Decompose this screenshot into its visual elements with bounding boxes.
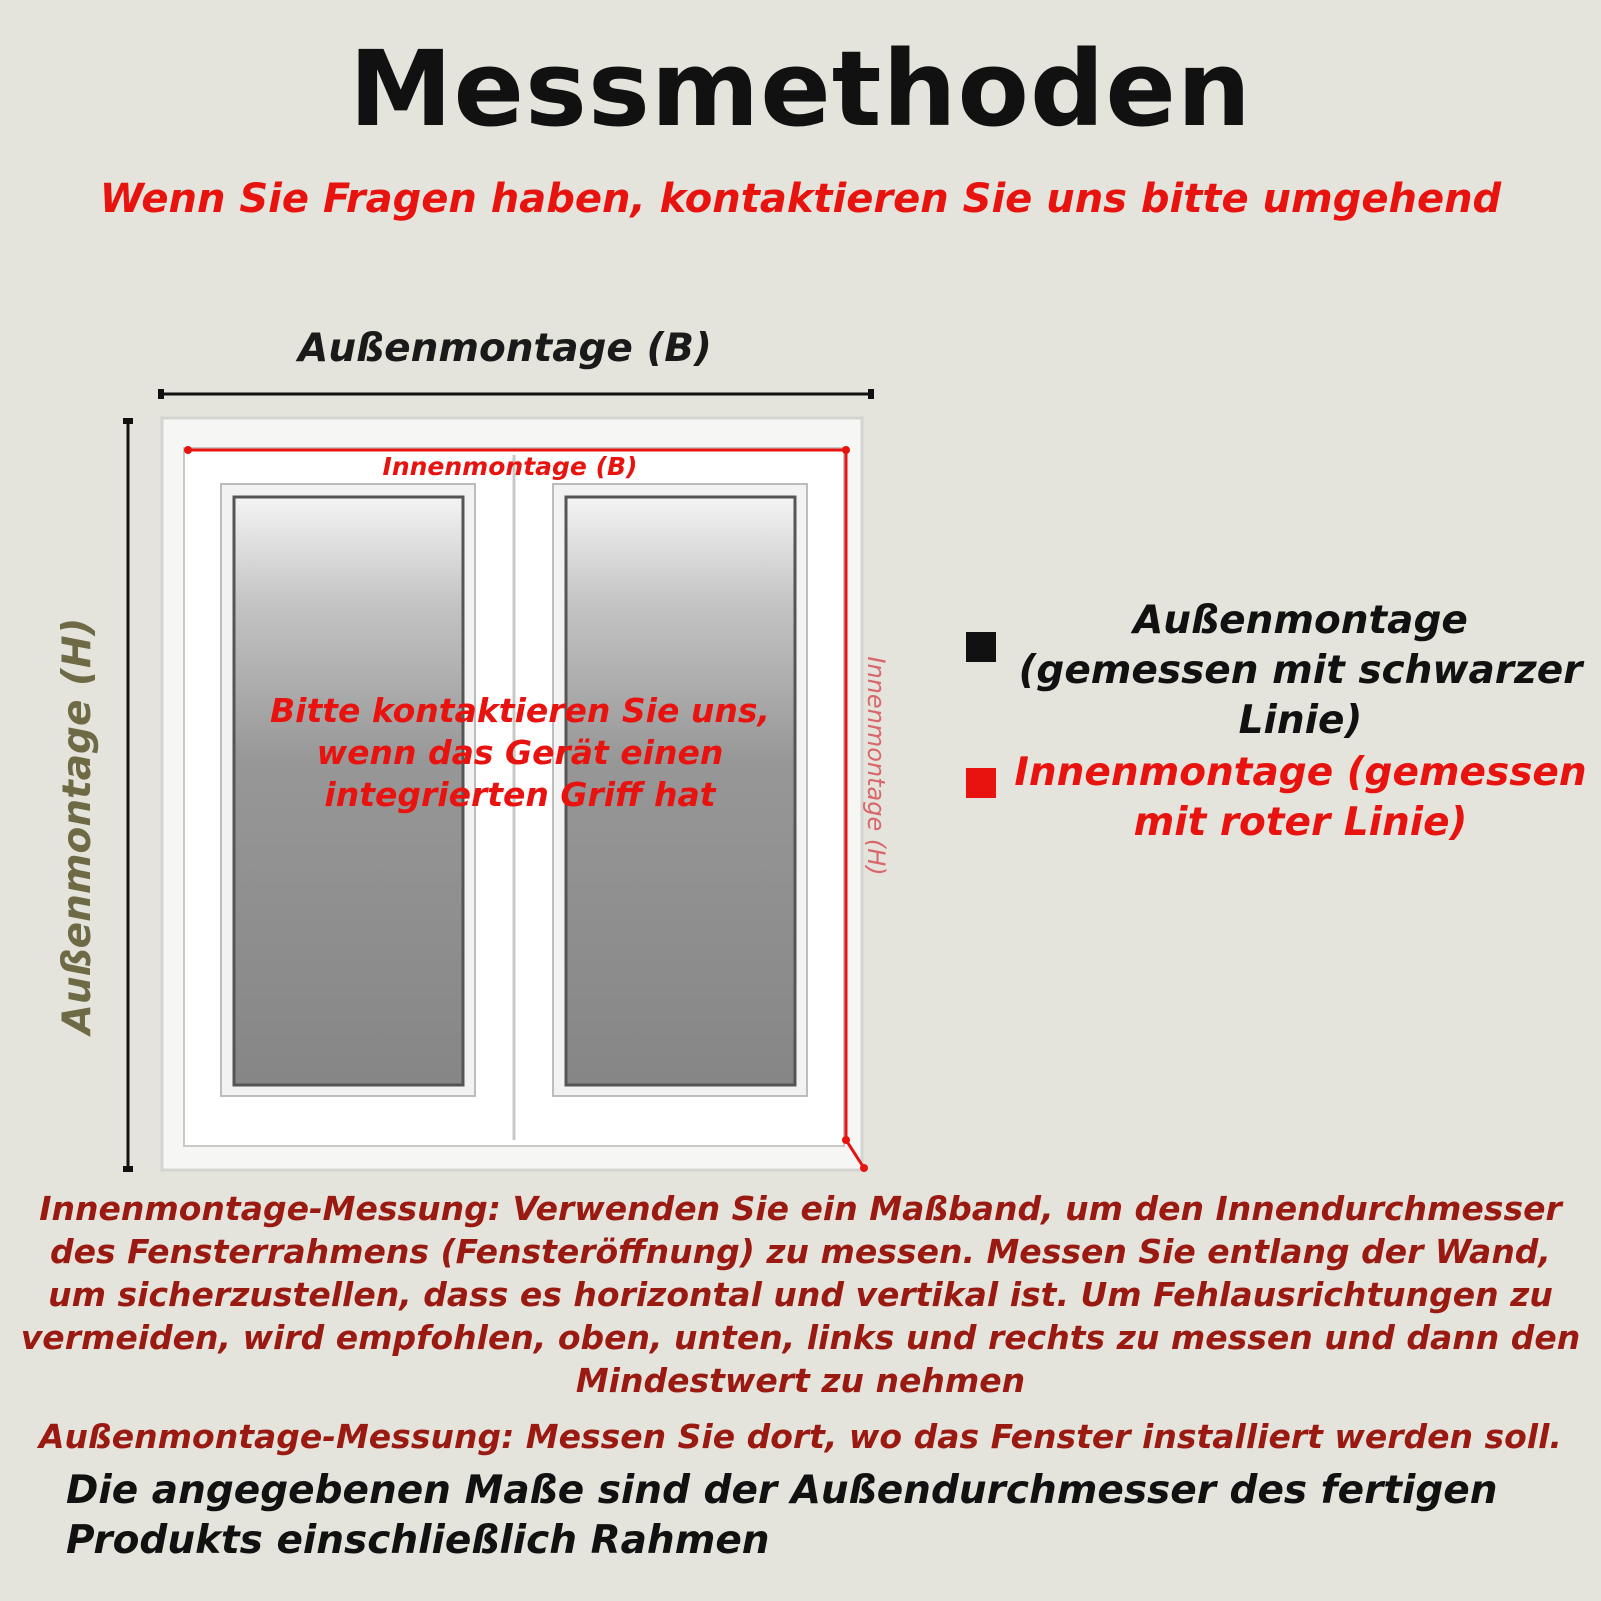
outer-height-label: Außenmontage (H): [55, 617, 100, 1035]
page-title: Messmethoden: [349, 28, 1252, 150]
black-square-marker: [966, 632, 996, 662]
contact-subtitle: Wenn Sie Fragen haben, kontaktieren Sie uns bitte umgehend: [99, 176, 1502, 222]
legend-outer: [960, 596, 1601, 743]
red-square-marker: [966, 768, 996, 798]
handle-note: Bitte kontaktieren Sie uns, wenn das Gerät einen integrierten Griff hat: [269, 691, 771, 814]
outer-width-label: Außenmontage (B): [298, 326, 712, 371]
inner-measurement-note: Innenmontage-Messung: Verwenden Sie ein Maßband, um den Innendurchmesser des Fensterrahmens (Fensteröffnung) zu messen. Messen Sie entlang der Wand, um sicherzustellen, dass es horizontal und vertikal ist. Um Fehlausrichtungen zu vermeiden, wird empfohlen, oben, unten, links und rechts zu messen und dann den Mindestwert zu nehmen: [20, 1189, 1581, 1400]
outer-measurement-note: Außenmontage-Messung: Messen Sie dort, wo das Fenster installiert werden soll.: [39, 1417, 1562, 1456]
legend-inner: [960, 748, 1601, 858]
dimensions-info-note: Die angegebenen Maße sind der Außendurchmesser des fertigen Produkts einschließlich Rahmen: [66, 1468, 1498, 1563]
inner-height-label: Innenmontage (H): [862, 656, 890, 876]
legend-outer-text: Außenmontage (gemessen mit schwarzer Linie): [1018, 598, 1583, 743]
inner-width-label: Innenmontage (B): [382, 452, 638, 481]
legend-inner-text: Innenmontage (gemessen mit roter Linie): [1014, 750, 1587, 845]
